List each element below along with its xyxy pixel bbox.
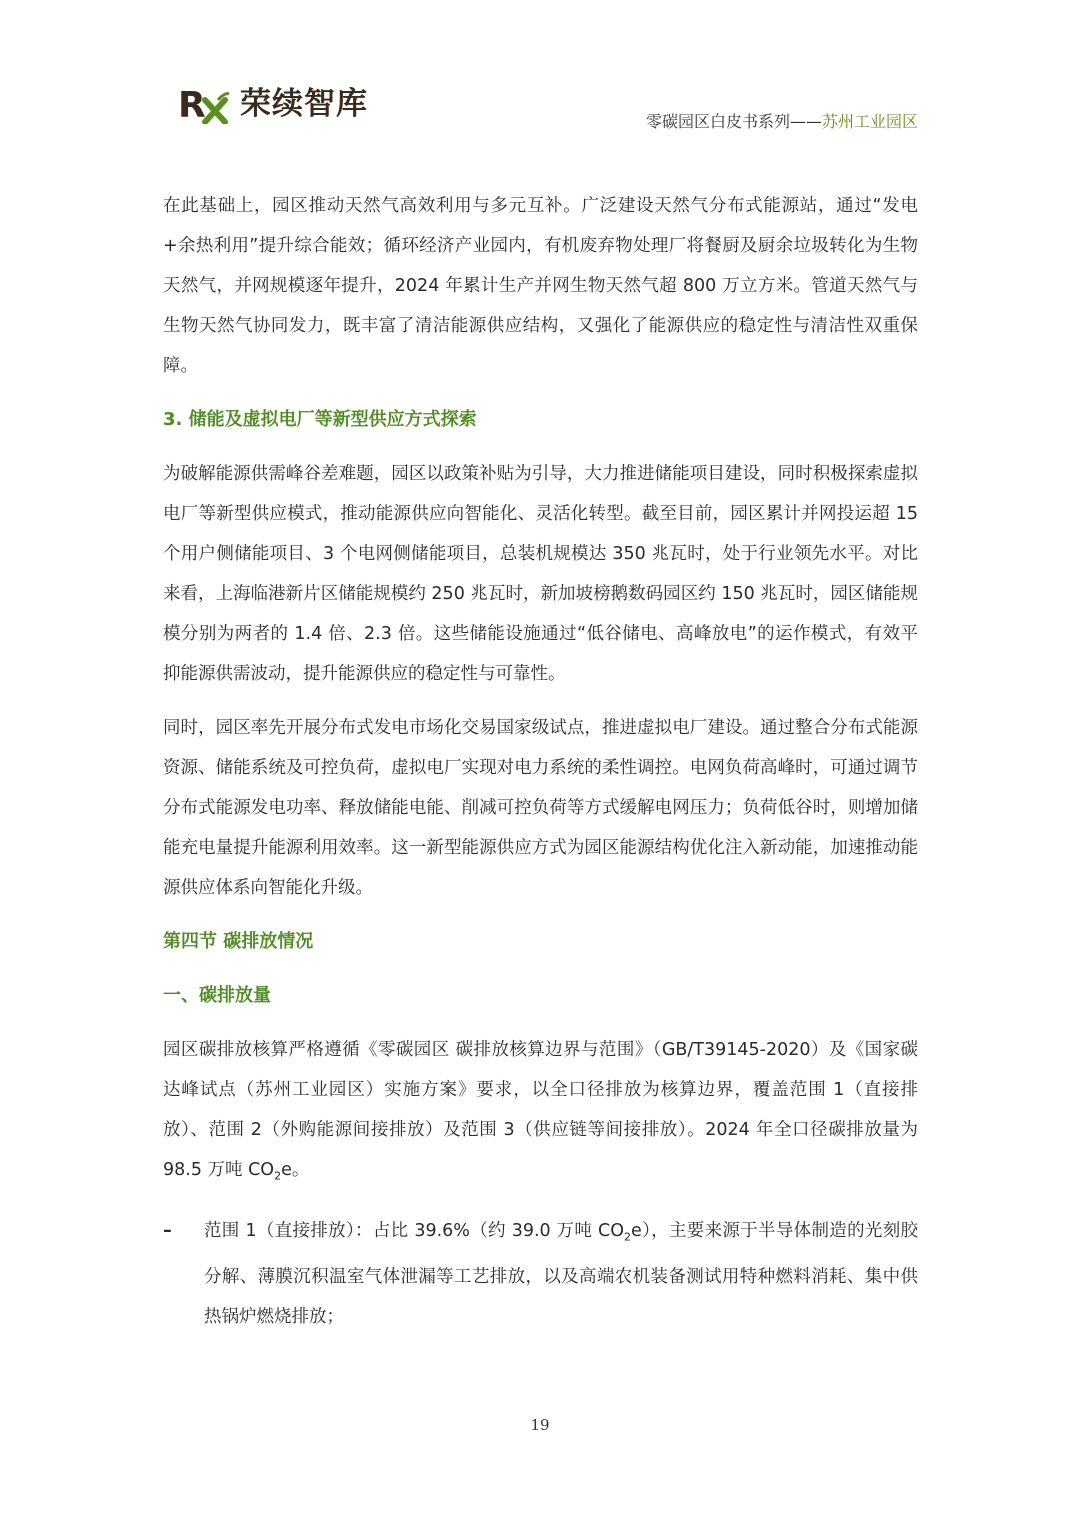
paragraph-emission-accounting bbox=[163, 1030, 918, 1197]
heading-storage-virtual-plant: 3. 储能及虚拟电厂等新型供应方式探索 bbox=[163, 409, 477, 430]
document-body bbox=[163, 186, 918, 1351]
emission-tail: e。 bbox=[281, 1160, 310, 1180]
brand-logo bbox=[178, 84, 368, 124]
heading-carbon-emission: 一、碳排放量 bbox=[163, 985, 271, 1006]
series-prefix: 零碳园区白皮书系列—— bbox=[645, 112, 822, 131]
bullet-dash: – bbox=[163, 1220, 172, 1241]
series-highlight: 苏州工业园区 bbox=[821, 112, 918, 131]
rx-logo-icon bbox=[178, 84, 230, 124]
bullet-scope-1 bbox=[163, 1211, 918, 1338]
paragraph-storage: 为破解能源供需峰谷差难题，园区以政策补贴为引导，大力推进储能项目建设，同时积极探索虚拟电厂等新型供应模式，推动能源供应向智能化、灵活化转型。截至目前，园区累计并网投运超 15 个用户侧储能项目、3 个电网侧储能项目，总装机规模达 350 兆瓦时，处于行业领先水平。对比来看，上海临港新片区储能规模约 250 兆瓦时，新加坡榜鹅数码园区约 150 兆瓦时，园区储能规模分别为两者的 1.4 倍、2.3 倍。这些储能设施通过“低谷储电、高峰放电”的运作模式，有效平抑能源供需波动，提升能源供应的稳定性与可靠性。 bbox=[163, 464, 918, 684]
paragraph-natural-gas: 在此基础上，园区推动天然气高效利用与多元互补。广泛建设天然气分布式能源站，通过“发电+余热利用”提升综合能效；循环经济产业园内，有机废弃物处理厂将餐厨及厨余垃圾转化为生物天然气，并网规模逐年提升，2024 年累计生产并网生物天然气超 800 万立方米。管道天然气与生物天然气协同发力，既丰富了清洁能源供应结构，又强化了能源供应的稳定性与清洁性双重保障。 bbox=[163, 196, 918, 376]
emission-text: 园区碳排放核算严格遵循《零碳园区 碳排放核算边界与范围》（GB/T39145-2020）及《国家碳达峰试点（苏州工业园区）实施方案》要求，以全口径排放为核算边界，覆盖范围 1（直接排放）、范围 2（外购能源间接排放）及范围 3（供应链等间接排放）。2024 年全口径碳排放量为 98.5 万吨 CO bbox=[163, 1040, 918, 1180]
header-series-title bbox=[646, 111, 918, 133]
scope1-text-a: 范围 1（直接排放）：占比 39.6%（约 39.0 万吨 CO bbox=[204, 1220, 625, 1241]
heading-section-four: 第四节 碳排放情况 bbox=[163, 931, 314, 952]
svg-text:R: R bbox=[178, 85, 206, 124]
scope1-text-b: e），主要来源于半导体制造的光刻胶分解、薄膜沉积温室气体泄漏等工艺排放，以及高端农机装备测试用特种燃料消耗、集中供热锅炉燃烧排放； bbox=[204, 1220, 919, 1327]
scope1-subscript: 2 bbox=[624, 1230, 632, 1243]
page-number: 19 bbox=[530, 1416, 550, 1434]
paragraph-virtual-plant: 同时，园区率先开展分布式发电市场化交易国家级试点，推进虚拟电厂建设。通过整合分布式能源资源、储能系统及可控负荷，虚拟电厂实现对电力系统的柔性调控。电网负荷高峰时，可通过调节分布式能源发电功率、释放储能电能、削减可控负荷等方式缓解电网压力；负荷低谷时，则增加储能充电量提升能源利用效率。这一新型能源供应方式为园区能源结构优化注入新动能，加速推动能源供应体系向智能化升级。 bbox=[163, 718, 918, 898]
logo-text: 荣续智库 bbox=[240, 86, 368, 122]
co2-subscript: 2 bbox=[274, 1169, 282, 1183]
